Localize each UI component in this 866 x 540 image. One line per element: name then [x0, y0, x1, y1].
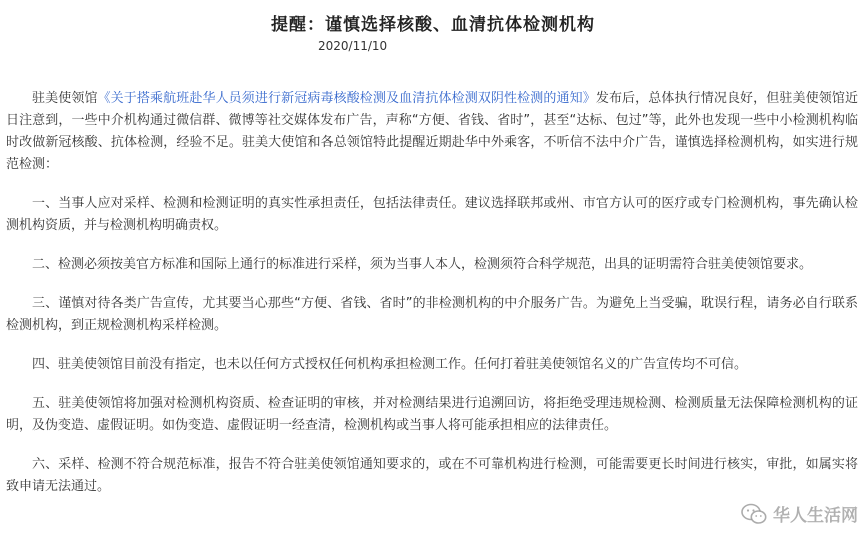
paragraph-2: 二、检测必须按美官方标准和国际上通行的标准进行采样，须为当事人本人，检测须符合科学规范，出具的证明需符合驻美使领馆要求。	[32, 257, 813, 272]
watermark-text: 华人生活网	[773, 506, 858, 526]
notice-link[interactable]: 《关于搭乘航班赴华人员须进行新冠病毒核酸检测及血清抗体检测双阴性检测的通知》	[97, 91, 596, 106]
paragraph-1: 一、当事人应对采样、检测和检测证明的真实性承担责任，包括法律责任。建议选择联邦或州、市官方认可的医疗或专门检测机构，事先确认检测机构资质，并与检测机构明确责权。	[6, 196, 858, 233]
intro-prefix: 驻美使领馆	[32, 91, 98, 106]
paragraph-4: 四、驻美使领馆目前没有指定，也未以任何方式授权任何机构承担检测工作。任何打着驻美使领馆名义的广告宣传均不可信。	[32, 357, 748, 372]
intro-paragraph	[6, 88, 858, 176]
article-title: 提醒：谨慎选择核酸、血清抗体检测机构	[271, 15, 595, 35]
article-body	[6, 88, 858, 515]
paragraph-5: 五、驻美使领馆将加强对检测机构资质、检查证明的审核，并对检测结果进行追溯回访，将拒绝受理违规检测、检测质量无法保障检测机构的证明，及伪变造、虚假证明。如伪变造、虚假证明一经查清，检测机构或当事人将可能承担相应的法律责任。	[6, 396, 858, 433]
intro-suffix: 发布后，总体执行情况良好，但驻美使领馆近日注意到，一些中介机构通过微信群、微博等社交媒体发布广告，声称“方便、省钱、省时”，甚至“达标、包过”等，此外也发现一些中小检测机构临时改做新冠核酸、抗体检测，经验不足。驻美大使馆和各总领馆特此提醒近期赴华中外乘客，不听信不法中介广告，谨慎选择检测机构，如实进行规范检测：	[6, 91, 858, 172]
paragraph-3: 三、谨慎对待各类广告宣传，尤其要当心那些“方便、省钱、省时”的非检测机构的中介服务广告。为避免上当受骗，耽误行程，请务必自行联系检测机构，到正规检测机构采样检测。	[6, 296, 858, 333]
publish-date: 2020/11/10	[318, 39, 388, 53]
paragraph-6: 六、采样、检测不符合规范标准，报告不符合驻美使领馆通知要求的，或在不可靠机构进行检测，可能需要更长时间进行核实，审批，如属实将致申请无法通过。	[6, 457, 858, 494]
